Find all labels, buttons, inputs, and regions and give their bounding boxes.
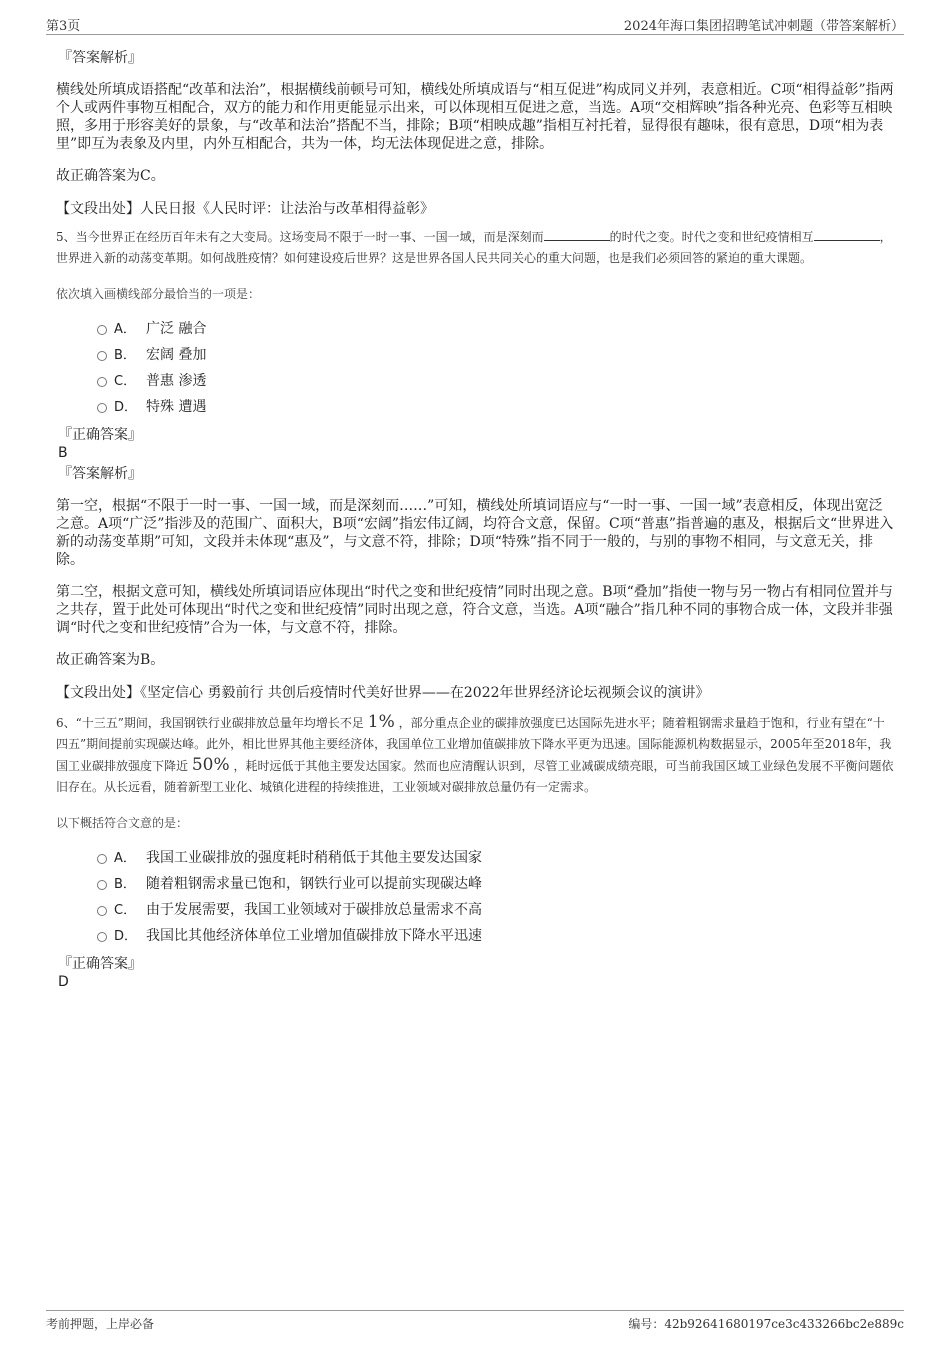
- page-header: [46, 14, 904, 35]
- page-number: 第3页: [46, 19, 81, 34]
- radio-icon[interactable]: [97, 325, 107, 335]
- q6-percent-2: 50%: [191, 755, 230, 775]
- radio-icon[interactable]: [97, 932, 107, 942]
- q5-instruction: 依次填入画横线部分最恰当的一项是：: [56, 287, 261, 301]
- q5-blank-1: [544, 228, 610, 241]
- question-5: [56, 227, 896, 702]
- q5-conclusion: 故正确答案为B。: [56, 652, 165, 668]
- q5-source: 【文段出处】《坚定信心 勇毅前行 共创后疫情时代美好世界——在2022年世界经济论坛视频会议的演讲》: [56, 685, 710, 701]
- document-title: 2024年海口集团招聘笔试冲刺题（带答案解析）: [623, 19, 904, 34]
- radio-icon[interactable]: [97, 880, 107, 890]
- q6-percent-1: 1%: [367, 712, 395, 732]
- q6-stem: 6、“十三五”期间，我国钢铁行业碳排放总量年均增长不足 1% ，部分重点企业的碳排放强度已达国际先进水平；随着粗钢需求量趋于饱和，行业有望在“十四五”期间提前实现碳达峰。此外，相比世界其他主要经济体，我国单位工业增加值碳排放下降水平更为迅速。国际能源机构数据显示，2005年至2018年，我国工业碳排放强度下降近 50% ，耗时远低于其他主要发达国家。然而也应清醒认识到，尽管工业减碳成绩亮眼，可当前我国区域工业绿色发展不平衡问题依旧存在。从长远看，随着新型工业化、城镇化进程的持续推进，工业领域对碳排放总量仍有一定需求。: [56, 712, 894, 794]
- q5-option-d[interactable]: D． 特殊 遭遇: [56, 394, 896, 420]
- footer-slogan: 考前押题，上岸必备: [46, 1317, 155, 1331]
- q5-stem: 5、当今世界正在经历百年未有之大变局。这场变局不限于一时一事、一国一域，而是深刻而 的时代之变。时代之变和世纪疫情相互 ，世界进入新的动荡变革期。如何战胜疫情？如何建设疫后世界？这是世界各国人民共同关心的重大问题，也是我们必须回答的紧迫的重大课题。: [56, 230, 892, 265]
- q6-answer: D: [58, 974, 69, 990]
- q6-option-a[interactable]: A． 我国工业碳排放的强度耗时稍稍低于其他主要发达国家: [56, 845, 896, 871]
- q5-analysis-1: 第一空，根据“不限于一时一事、一国一域，而是深刻而……”可知，横线处所填词语应与“一时一事、一国一域”表意相反，体现出宽泛之意。A项“广泛”指涉及的范围广、面积大，B项“宏阔”指宏伟辽阔，均符合文意，保留。C项“普惠”指普遍的惠及，根据后文“世界进入新的动荡变革期”可知，文段并未体现“惠及”，与文意不符，排除；D项“特殊”指不同于一般的，与别的事物不相同，与文意无关，排除。: [56, 498, 894, 568]
- q5-analysis-label: 『答案解析』: [58, 466, 142, 482]
- question-6: [56, 712, 896, 991]
- page-footer: [46, 1310, 904, 1335]
- q5-option-b[interactable]: B． 宏阔 叠加: [56, 342, 896, 368]
- radio-icon[interactable]: [97, 854, 107, 864]
- prev-analysis-label: 『答案解析』: [58, 50, 142, 66]
- q5-analysis-2: 第二空，根据文意可知，横线处所填词语应体现出“时代之变和世纪疫情”同时出现之意。B项“叠加”指使一物与另一物占有相同位置并与之共存，置于此处可体现出“时代之变和世纪疫情”同时出现之意，符合文意，当选。A项“融合”指几种不同的事物合成一体，文段并非强调“时代之变和世纪疫情”合为一体，与文意不符，排除。: [56, 584, 893, 636]
- q6-option-b[interactable]: B． 随着粗钢需求量已饱和，钢铁行业可以提前实现碳达峰: [56, 871, 896, 897]
- q6-option-d[interactable]: D． 我国比其他经济体单位工业增加值碳排放下降水平迅速: [56, 923, 896, 949]
- radio-icon[interactable]: [97, 906, 107, 916]
- prev-source: 【文段出处】人民日报《人民时评：让法治与改革相得益彰》: [56, 201, 434, 217]
- q5-answer: B: [58, 445, 68, 461]
- q5-options: [56, 316, 896, 420]
- q6-instruction: 以下概括符合文意的是：: [56, 816, 189, 830]
- q5-option-c[interactable]: C． 普惠 渗透: [56, 368, 896, 394]
- q6-answer-label: 『正确答案』: [58, 956, 142, 972]
- page-content: [56, 45, 896, 991]
- q6-options: [56, 845, 896, 949]
- prev-analysis-text: 横线处所填成语搭配“改革和法治”，根据横线前顿号可知，横线处所填成语与“相互促进”构成同义并列，表意相近。C项“相得益彰”指两个人或两件事物互相配合，双方的能力和作用更能显示出来，可以体现相互促进之意，当选。A项“交相辉映”指各种光亮、色彩等互相映照，多用于形容美好的景象，与“改革和法治”搭配不当，排除；B项“相映成趣”指相互衬托着，显得很有趣味，很有意思，D项“相为表里”即互为表象及内里，内外互相配合，共为一体，均无法体现促进之意，排除。: [56, 82, 894, 152]
- q5-blank-2: [814, 228, 880, 241]
- q5-answer-label: 『正确答案』: [58, 427, 142, 443]
- q5-option-a[interactable]: A． 广泛 融合: [56, 316, 896, 342]
- radio-icon[interactable]: [97, 351, 107, 361]
- q6-option-c[interactable]: C． 由于发展需要，我国工业领域对于碳排放总量需求不高: [56, 897, 896, 923]
- prev-conclusion: 故正确答案为C。: [56, 168, 165, 184]
- radio-icon[interactable]: [97, 403, 107, 413]
- radio-icon[interactable]: [97, 377, 107, 387]
- document-code: 编号：42b92641680197ce3c433266bc2e889c: [628, 1317, 904, 1331]
